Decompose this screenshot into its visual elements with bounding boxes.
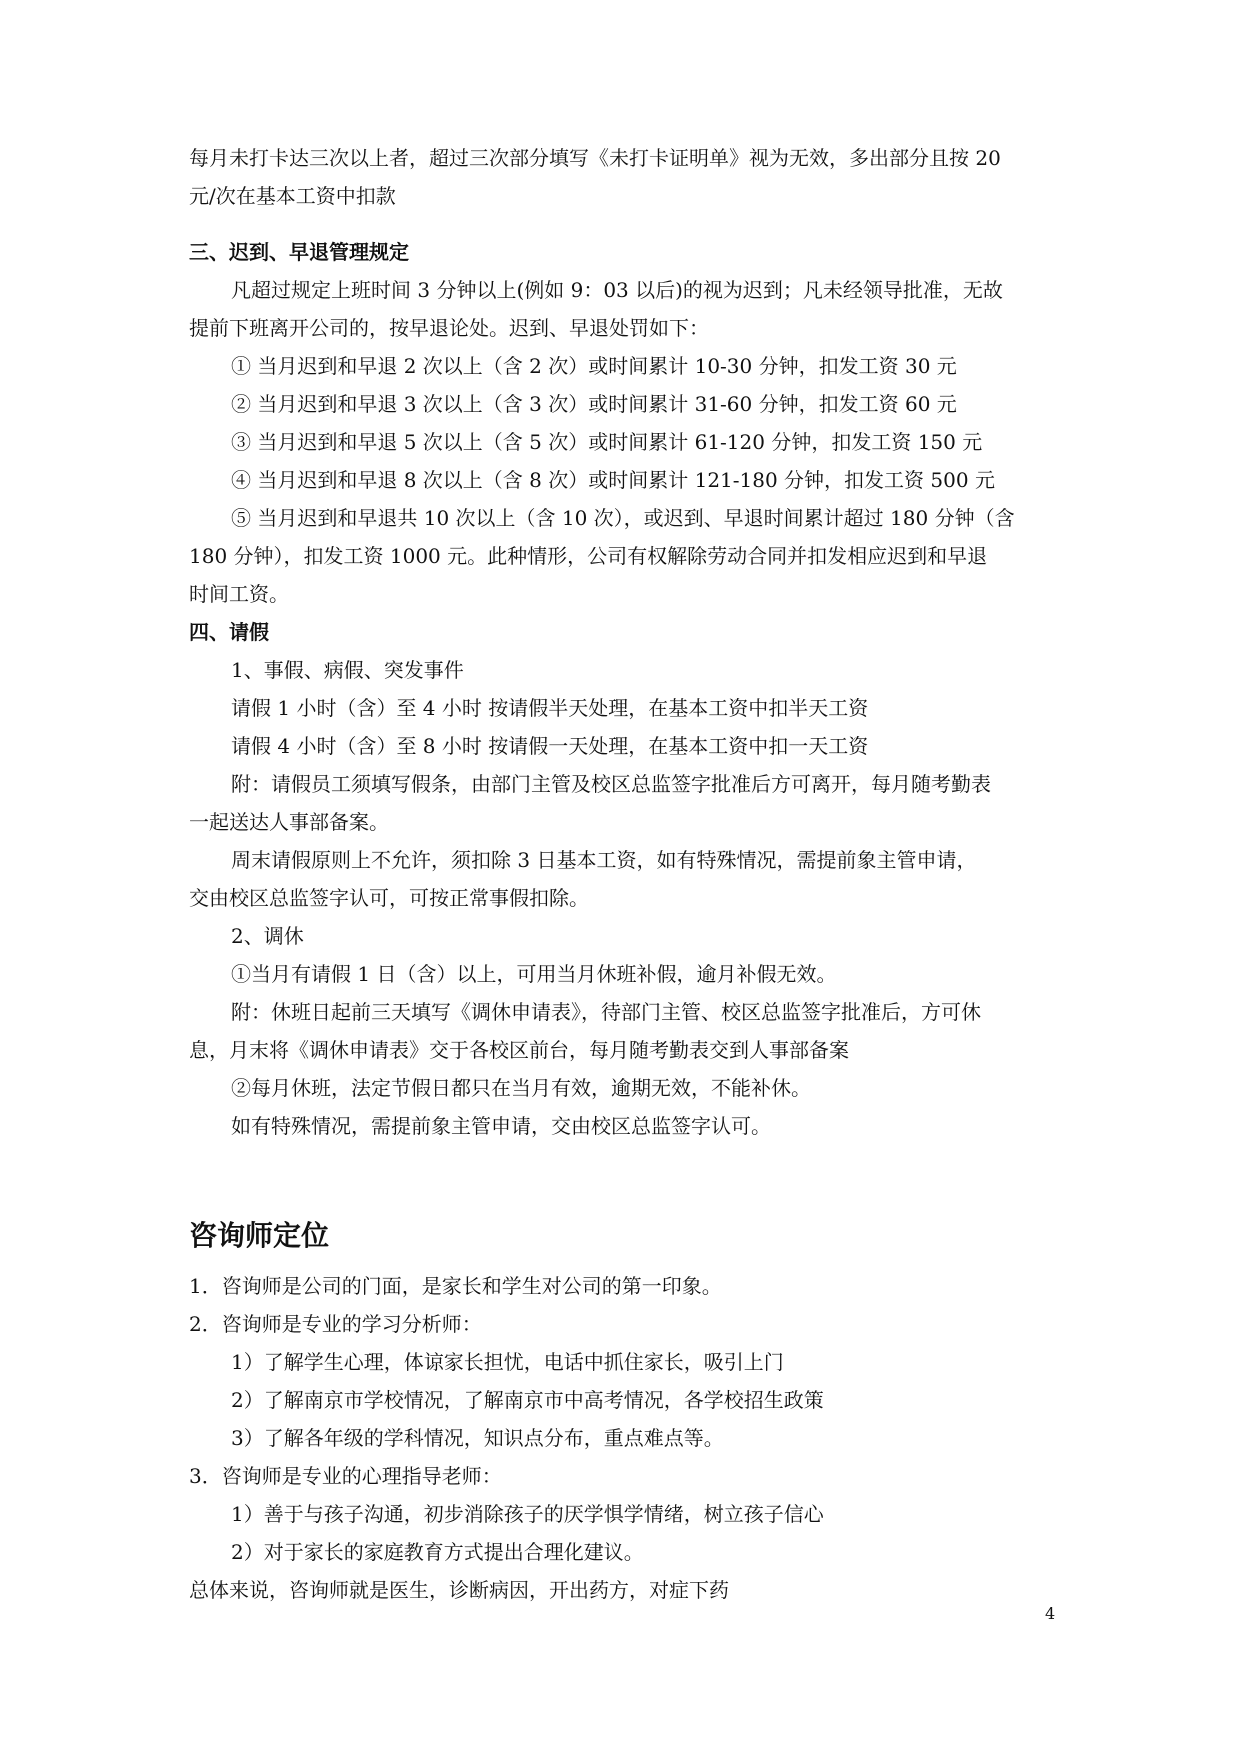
subheading: 2、调休	[231, 924, 304, 948]
list-item: 2）对于家长的家庭教育方式提出合理化建议。	[231, 1540, 644, 1564]
list-item: ① 当月迟到和早退 2 次以上（含 2 次）或时间累计 10-30 分钟，扣发工资 30 元	[231, 354, 957, 378]
paragraph-line: 周末请假原则上不允许，须扣除 3 日基本工资，如有特殊情况，需提前象主管申请，	[231, 848, 977, 872]
paragraph-line: 息，月末将《调休申请表》交于各校区前台，每月随考勤表交到人事部备案	[189, 1038, 849, 1062]
subheading: 1、事假、病假、突发事件	[231, 658, 464, 682]
paragraph-line: 一起送达人事部备案。	[189, 810, 389, 834]
paragraph-line: 请假 1 小时（含）至 4 小时 按请假半天处理，在基本工资中扣半天工资	[231, 696, 869, 720]
paragraph-line: 总体来说，咨询师就是医生，诊断病因，开出药方，对症下药	[189, 1578, 729, 1602]
list-item: 1）善于与孩子沟通，初步消除孩子的厌学惧学情绪，树立孩子信心	[231, 1502, 824, 1526]
paragraph-line: 提前下班离开公司的，按早退论处。迟到、早退处罚如下：	[189, 316, 709, 340]
list-item: ⑤ 当月迟到和早退共 10 次以上（含 10 次），或迟到、早退时间累计超过 180 分钟（含	[231, 506, 1015, 530]
paragraph-line: ①当月有请假 1 日（含）以上，可用当月休班补假，逾月补假无效。	[231, 962, 837, 986]
list-item: ④ 当月迟到和早退 8 次以上（含 8 次）或时间累计 121-180 分钟，扣发工资 500 元	[231, 468, 995, 492]
section-heading: 三、迟到、早退管理规定	[189, 240, 409, 264]
list-item: 2）了解南京市学校情况，了解南京市中高考情况，各学校招生政策	[231, 1388, 824, 1412]
paragraph-line: 凡超过规定上班时间 3 分钟以上(例如 9：03 以后)的视为迟到；凡未经领导批准，无故	[231, 278, 1003, 302]
paragraph-line: 每月未打卡达三次以上者，超过三次部分填写《未打卡证明单》视为无效，多出部分且按 20	[189, 146, 1001, 170]
list-item: 3．咨询师是专业的心理指导老师：	[189, 1464, 502, 1488]
paragraph-line: ②每月休班，法定节假日都只在当月有效，逾期无效，不能补休。	[231, 1076, 811, 1100]
list-item: 2．咨询师是专业的学习分析师：	[189, 1312, 482, 1336]
paragraph-line: 如有特殊情况，需提前象主管申请，交由校区总监签字认可。	[231, 1114, 771, 1138]
paragraph-line: 附：休班日起前三天填写《调休申请表》，待部门主管、校区总监签字批准后，方可休	[231, 1000, 981, 1024]
paragraph-line: 180 分钟），扣发工资 1000 元。此种情形，公司有权解除劳动合同并扣发相应迟到和早退	[189, 544, 988, 568]
list-item: ② 当月迟到和早退 3 次以上（含 3 次）或时间累计 31-60 分钟，扣发工资 60 元	[231, 392, 957, 416]
paragraph-line: 元/次在基本工资中扣款	[189, 184, 396, 208]
section-heading: 四、请假	[189, 620, 269, 644]
page-number: 4	[1045, 1604, 1056, 1623]
paragraph-line: 时间工资。	[189, 582, 289, 606]
list-item: 3）了解各年级的学科情况，知识点分布，重点难点等。	[231, 1426, 724, 1450]
title-heading: 咨询师定位	[189, 1219, 330, 1252]
list-item: 1）了解学生心理，体谅家长担忧，电话中抓住家长，吸引上门	[231, 1350, 784, 1374]
paragraph-line: 请假 4 小时（含）至 8 小时 按请假一天处理，在基本工资中扣一天工资	[231, 734, 869, 758]
list-item: 1．咨询师是公司的门面，是家长和学生对公司的第一印象。	[189, 1274, 722, 1298]
list-item: ③ 当月迟到和早退 5 次以上（含 5 次）或时间累计 61-120 分钟，扣发工资 150 元	[231, 430, 983, 454]
paragraph-line: 交由校区总监签字认可，可按正常事假扣除。	[189, 886, 589, 910]
paragraph-line: 附：请假员工须填写假条，由部门主管及校区总监签字批准后方可离开，每月随考勤表	[231, 772, 991, 796]
